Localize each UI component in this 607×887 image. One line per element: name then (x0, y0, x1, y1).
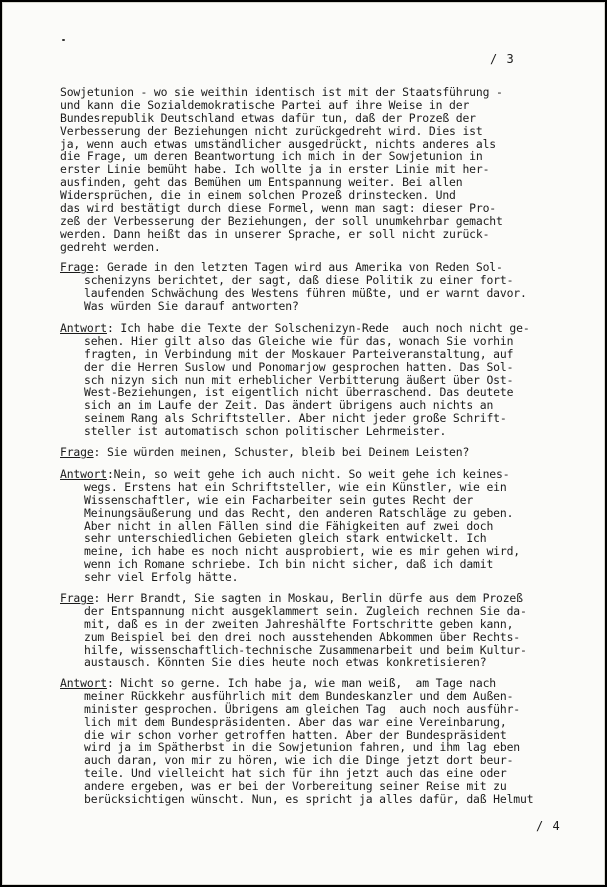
paragraph-antwort (60, 677, 575, 806)
line-text: Widersprüchen, die in einem solchen Prozeß drinstecken. Und (60, 188, 456, 203)
paragraph-antwort (60, 322, 575, 438)
paragraph-frage (60, 446, 575, 459)
line-text: die Frage, um deren Beantwortung ich mich in der Sowjetunion in (60, 149, 483, 164)
line-text: Sowjetunion - wo sie weithin identisch ist mit der Staatsführung - (60, 85, 503, 99)
line-text: Aber nicht in allen Fällen sind die Fähigkeiten auf zwei doch (84, 518, 494, 533)
speaker-label: Frage (60, 591, 94, 605)
line-text: sehr unterschiedlichen Gebieten gleich stark entwickelt. Ich (84, 531, 487, 546)
line-text: laufenden Schwächung des Westens führen müßte, und er warnt davor. (84, 285, 527, 300)
text-line (60, 656, 575, 669)
paragraph-frage (60, 261, 575, 313)
line-text: werden. Dann heißt das in unserer Sprache, er soll nicht zurück- (60, 226, 490, 241)
text-line (60, 571, 575, 584)
scan-speck (62, 39, 65, 41)
line-text: meine, ich habe es noch nicht ausprobiert, wie es mir gehen wird, (84, 544, 521, 559)
line-text: das wird bestätigt durch diese Formel, wenn man sagt: dieser Pro- (60, 201, 497, 216)
text-line (60, 300, 575, 313)
text-line (60, 241, 575, 254)
line-text: andere ergeben, was er bei der Vorbereitung seiner Reise mit zu (84, 779, 507, 794)
paragraph-antwort (60, 468, 575, 584)
text-line (60, 425, 575, 438)
text-line (60, 446, 575, 459)
line-text: ja, wenn auch etwas umständlicher ausgedrückt, nichts anderes als (60, 136, 497, 151)
line-text: zum Beispiel bei den drei noch ausstehenden Abkommen über Rechts- (84, 629, 521, 644)
line-text: meiner Rückkehr ausführlich mit dem Bundeskanzler und dem Außen- (84, 688, 514, 703)
line-text: Verbesserung der Beziehungen nicht zurückgedreht wird. Dies ist (60, 123, 483, 138)
line-text: erster Linie bemüht habe. Ich wollte ja in erster Linie mit her- (60, 162, 490, 177)
page-number-bottom: / 4 (536, 819, 561, 833)
paragraph-continuation (60, 86, 575, 254)
line-text: Bundesrepublik Deutschland etwas dafür tun, daß der Prozeß der (60, 110, 476, 125)
line-text: sehr viel Erfolg hätte. (84, 570, 239, 585)
line-text: minister gesprochen. Übrigens am gleichen Tag auch noch ausführ- (84, 701, 521, 716)
line-text: Wissenschaftler, wie ein Facharbeiter sein gutes Recht der (84, 492, 474, 507)
line-text: zeß der Verbesserung der Beziehungen, der soll unumkehrbar gemacht (60, 213, 503, 228)
line-text: : Herr Brandt, Sie sagten in Moskau, Berlin dürfe aus dem Prozeß (93, 591, 523, 605)
line-text: mit, daß es in der zweiten Jahreshälfte Fortschritte geben kann, (84, 616, 514, 631)
line-text: : Ich habe die Texte der Solschenizyn-Rede auch noch nicht ge- (106, 321, 530, 335)
line-text: Was würden Sie darauf antworten? (84, 298, 299, 313)
line-text: hilfe, wissenschaftlich-technische Zusammenarbeit und beim Kultur- (84, 642, 527, 657)
line-text: der Entspannung nicht ausgeklammert sein. Zugleich rechnen Sie da- (84, 603, 527, 618)
paragraph-frage (60, 592, 575, 669)
speaker-label: Frage (60, 260, 94, 274)
line-text: und kann die Sozialdemokratische Partei auf ihre Weise in der (60, 97, 470, 112)
line-text: : Sie würden meinen, Schuster, bleib bei Deinem Leisten? (93, 445, 470, 459)
page-number-top: / 3 (490, 52, 515, 66)
line-text: steller ist automatisch schon politischer Lehrmeister. (84, 424, 447, 439)
speaker-label: Frage (60, 445, 94, 459)
line-text: Meinungsäußerung und das Recht, den anderen Ratschläge zu geben. (84, 505, 514, 520)
line-text: der die Herren Suslow und Ponomarjow gesprochen hatten. Das Sol- (84, 359, 514, 374)
line-text: fragten, in Verbindung mit der Moskauer Parteiveranstaltung, auf (84, 346, 514, 361)
line-text: wegs. Erstens hat ein Schriftsteller, wie ein Künstler, wie ein (84, 479, 507, 494)
line-text: sich an im Laufe der Zeit. Das ändert übrigens auch nichts an (84, 398, 494, 413)
line-text: austausch. Könnten Sie dies heute noch etwas konkretisieren? (84, 655, 487, 670)
line-text: West-Beziehungen, ist eigentlich nicht überraschend. Das deutete (84, 385, 514, 400)
line-text: gedreht werden. (60, 239, 161, 254)
document-page (2, 2, 605, 885)
line-text: wenn ich Romane schriebe. Ich bin nicht sicher, daß ich damit (84, 557, 494, 572)
line-text: wird ja im Spätherbst in die Sowjetunion fahren, und ihm lag eben (84, 740, 521, 755)
line-text: : Nicht so gerne. Ich habe ja, wie man weiß, am Tage nach (106, 676, 497, 690)
speaker-label: Antwort (60, 676, 107, 690)
line-text: auch daran, von mir zu hören, wie ich die Dinge jetzt dort beur- (84, 753, 514, 768)
line-text: die wir schon vorher getroffen hatten. Aber der Bundespräsident (84, 727, 507, 742)
line-text: : Gerade in den letzten Tagen wird aus Amerika von Reden Sol- (93, 260, 503, 274)
line-text: sehen. Hier gilt also das Gleiche wie für das, wonach Sie vorhin (84, 333, 514, 348)
speaker-label: Antwort (60, 467, 107, 481)
line-text: :Nein, so weit gehe ich auch nicht. So weit gehe ich keines- (106, 467, 510, 481)
text-line (60, 793, 575, 806)
line-text: ausfinden, geht das Bemühen um Entspannung weiter. Bei allen (60, 175, 463, 190)
line-text: schenizyns berichtet, der sagt, daß diese Politik zu einer fort- (84, 272, 514, 287)
line-text: lich mit dem Bundespräsidenten. Aber das war eine Vereinbarung, (84, 714, 507, 729)
line-text: teile. Und vielleicht hat sich für ihn jetzt auch das eine oder (84, 766, 507, 781)
speaker-label: Antwort (60, 321, 107, 335)
line-text: sch nizyn sich nun mit erheblicher Verbitterung äußert über Ost- (84, 372, 514, 387)
line-text: berücksichtigen wünscht. Nun, es spricht ja alles dafür, daß Helmut (84, 792, 534, 807)
line-text: seinem Rang als Schriftsteller. Aber nicht jeder große Schrift- (84, 411, 507, 426)
